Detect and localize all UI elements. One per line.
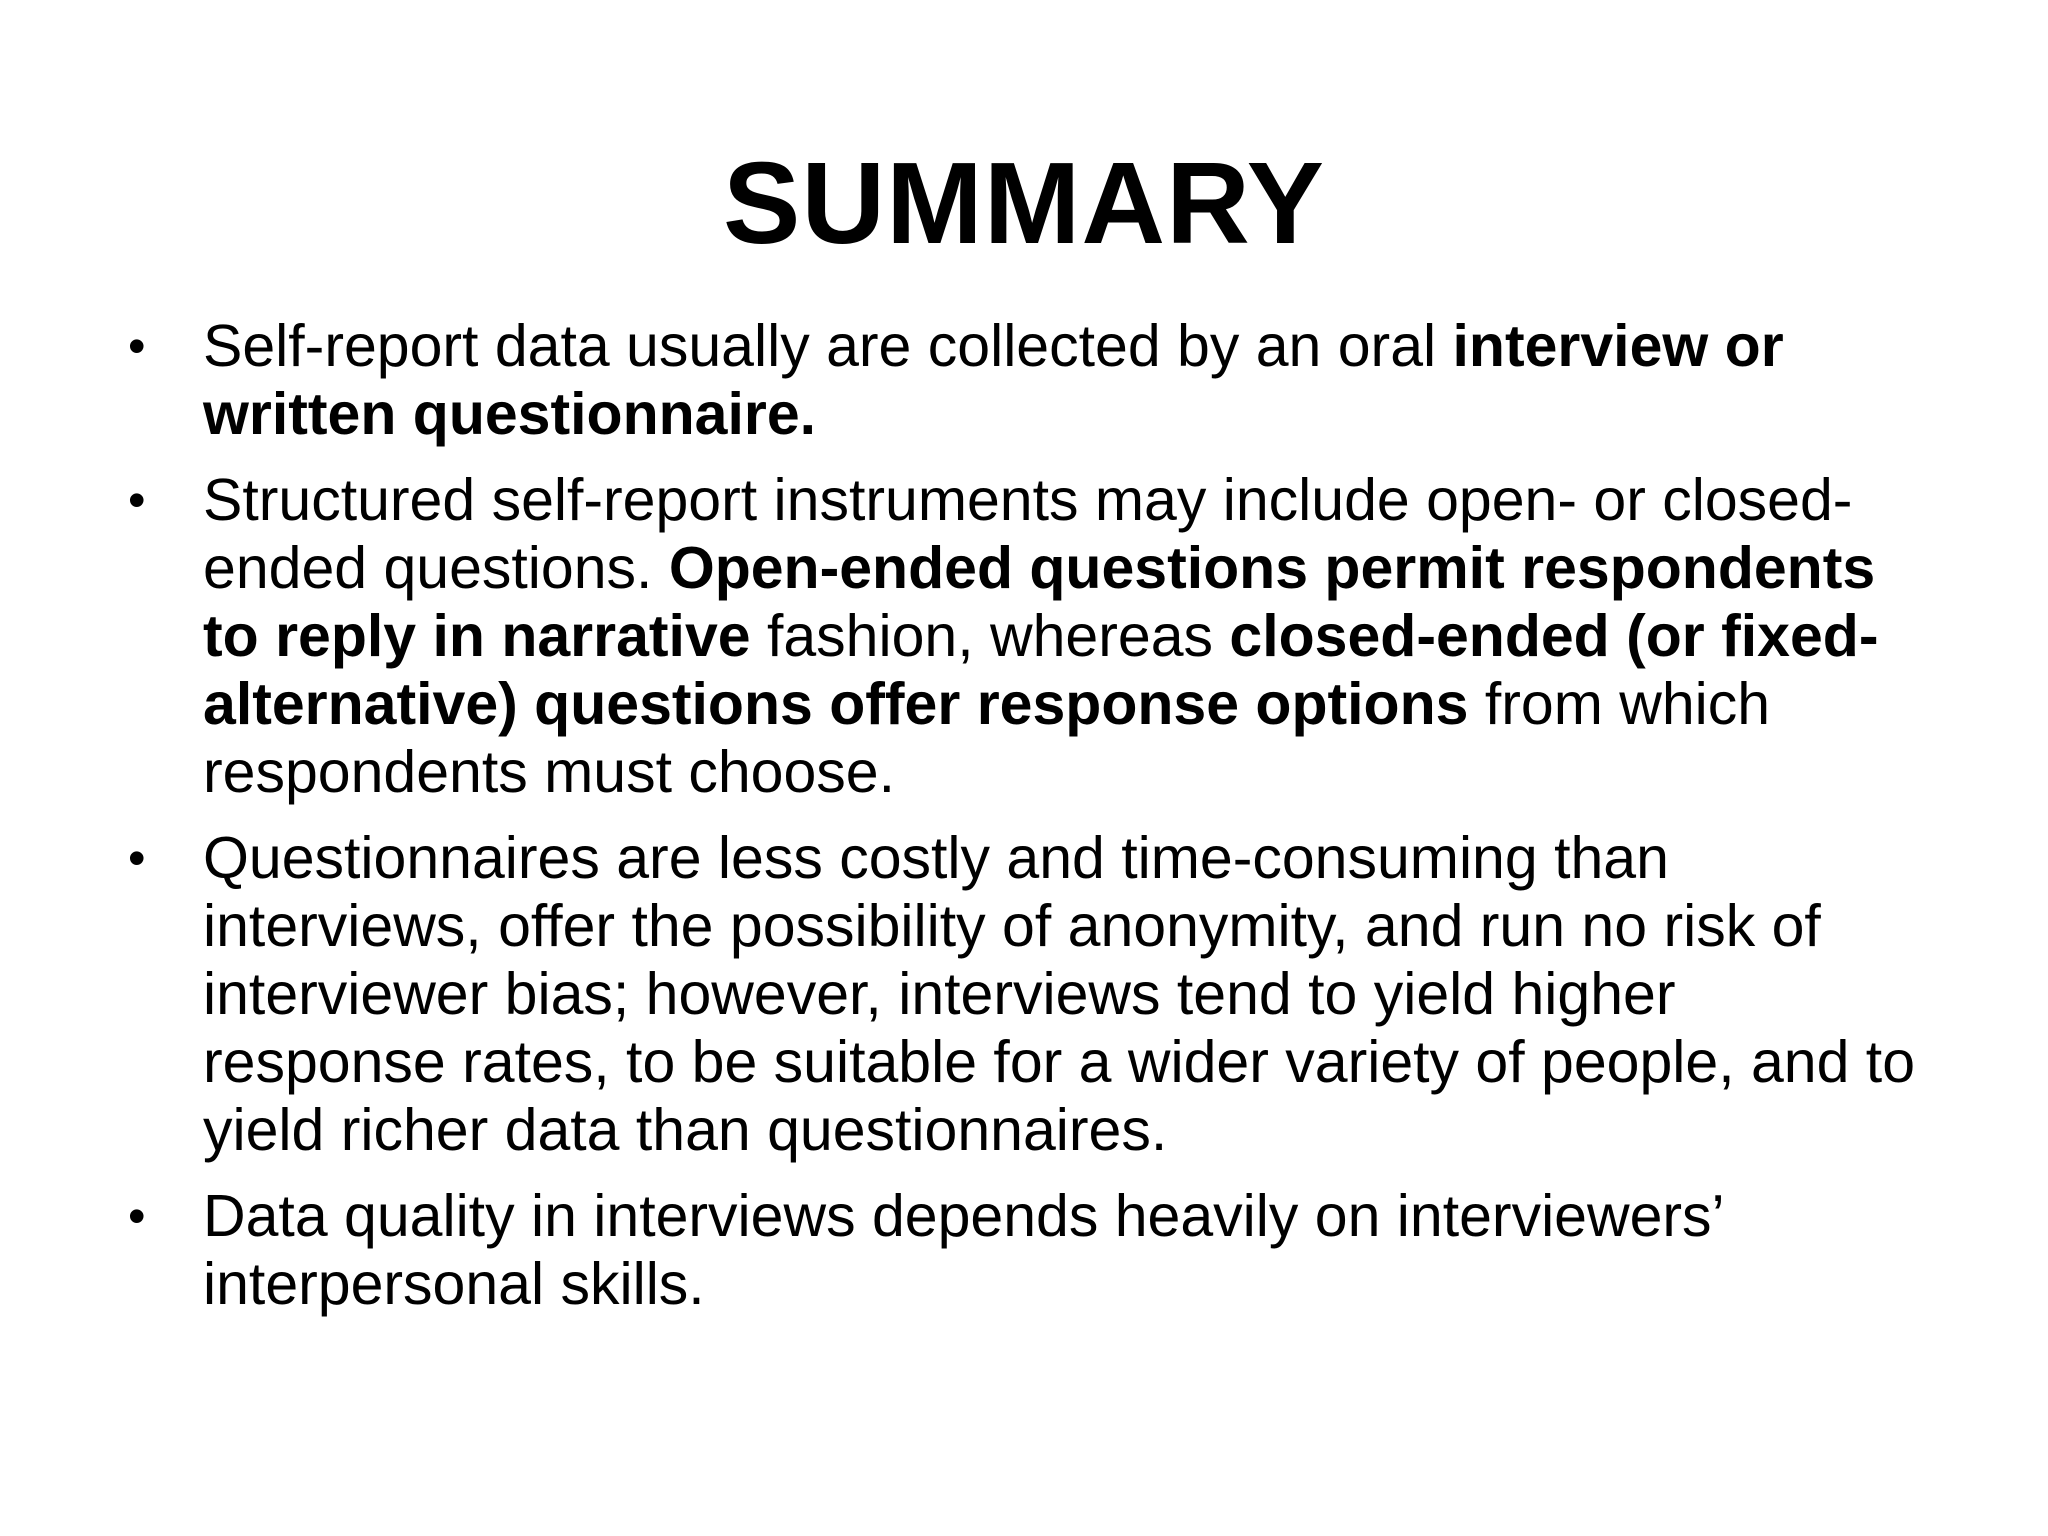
- bullet-text-regular: Questionnaires are less costly and time-consuming than interviews, offer the possibility of anonymity, and run no risk of interviewer bias; however, interviews tend to yield higher response rates, to be suitable for a wider variety of people, and to yield richer data than questionnaires.: [203, 825, 1916, 1163]
- bullet-text-regular: fashion, whereas: [750, 603, 1230, 669]
- slide-title: SUMMARY: [722, 138, 1325, 268]
- bullet-item: [128, 1182, 1928, 1318]
- bullet-dot-icon: •: [128, 1188, 146, 1244]
- bullet-item: [128, 824, 1928, 1164]
- bullet-text-regular: from which respondents must choose.: [203, 671, 1771, 805]
- bullet-text-bold: Open-ended questions permit respondents to reply in narrative: [203, 535, 1876, 669]
- bullet-text-regular: Structured self-report instruments may include open- or closed-ended questions.: [203, 467, 1853, 601]
- bullet-dot-icon: •: [128, 472, 146, 528]
- bullet-dot-icon: •: [128, 830, 146, 886]
- bullet-item: [128, 312, 1928, 448]
- bullet-text-bold: interview or written questionnaire.: [203, 313, 1784, 447]
- bullet-item: [128, 466, 1928, 806]
- bullet-text-bold: closed-ended (or fixed-alternative) questions offer response options: [203, 603, 1879, 737]
- bullet-dot-icon: •: [128, 318, 146, 374]
- bullet-text-regular: Self-report data usually are collected by an oral: [203, 313, 1453, 379]
- bullet-text-regular: Data quality in interviews depends heavily on interviewers’ interpersonal skills.: [203, 1183, 1723, 1317]
- bullet-list: [128, 312, 1928, 1336]
